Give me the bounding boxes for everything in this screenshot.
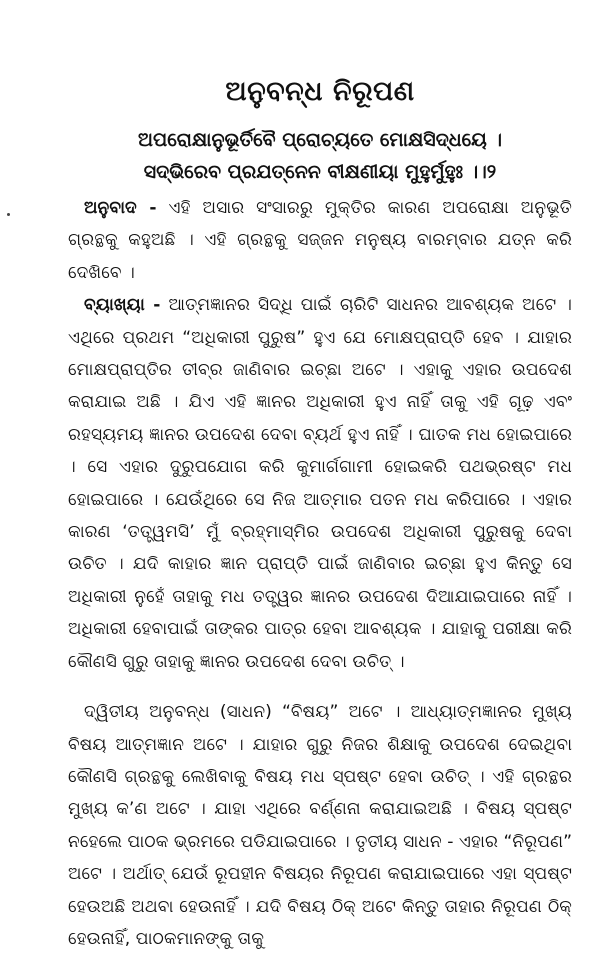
translation-text: ଏହି ଅସାର ସଂସାରରୁ ମୁକ୍ତିର କାରଣ ଅପରୋକ୍ଷା ଅନୁଭୂତି ଗ୍ରନ୍ଥକୁ କହୁଅଛି । ଏହି ଗ୍ରନ୍ଥକୁ ସଜ୍ଜନ ମନୁଷ୍ୟ ବାରମ୍ବାର ଯତ୍ନ କରି ଦେଖିବେ ।: [68, 198, 572, 283]
verse-line-2: ସଦ୍ଭିରେବ ପ୍ରଯତ୍ନେନ ବୀକ୍ଷଣୀୟା ମୁହୁର୍ମୁହୁଃ ।।୨: [143, 161, 497, 183]
explanation-paragraph: [68, 289, 572, 678]
second-anubandha-paragraph: ଦ୍ୱିତୀୟ ଅନୁବନ୍ଧ (ସାଧନ) “ବିଷୟ” ଅଟେ । ଆଧ୍ୟାତ୍ମଜ୍ଞାନର ମୁଖ୍ୟ ବିଷୟ ଆତ୍ମଜ୍ଞାନ ଅଟେ । ଯାହାର ଗୁରୁ ନିଜର ଶିକ୍ଷାକୁ ଉପଦେଶ ଦେଇଥିବା କୌଣସି ଗ୍ରନ୍ଥକୁ ଲେଖିବାକୁ ବିଷୟ ମଧ ସ୍ପଷ୍ଟ ହେବା ଉଚିତ୍ । ଏହି ଗ୍ରନ୍ଥର ମୁଖ୍ୟ କ’ଣ ଅଟେ । ଯାହା ଏଥିରେ ବର୍ଣ୍ଣନା କରାଯାଇଅଛି । ବିଷୟ ସ୍ପଷ୍ଟ ନହେଲେ ପାଠକ ଭ୍ରମରେ ପଡିଯାଇପାରେ । ତୃତୀୟ ସାଧନ - ଏହାର “ନିରୂପଣ” ଅଟେ । ଅର୍ଥାତ୍ ଯେଉଁ ରୂପହୀନ ବିଷୟର ନିରୂପଣ କରାଯାଇପାରେ ଏହା ସ୍ପଷ୍ଟ ହେଉଅଛି ଅଥବା ହେଉନାହିଁ । ଯଦି ବିଷୟ ଠିକ୍ ଅଟେ କିନ୍ତୁ ତାହାର ନିରୂପଣ ଠିକ୍ ହେଉନାହିଁ, ପାଠକମାନଙ୍କୁ ତାକୁ: [68, 702, 572, 949]
chapter-title: ଅନୁବନ୍ଧ ନିରୂପଣ: [225, 76, 415, 107]
translation-label: ଅନୁବାଦ -: [84, 198, 157, 218]
paragraph-gap: [68, 678, 572, 696]
translation-paragraph: [68, 192, 572, 289]
explanation-label: ବ୍ୟାଖ୍ୟା -: [84, 295, 161, 316]
margin-speck: [7, 213, 10, 216]
explanation-text: ଆତ୍ମଜ୍ଞାନର ସିଦ୍ଧି ପାଇଁ ଚାରିଟି ସାଧନର ଆବଶ୍ୟକ ଅଟେ । ଏଥିରେ ପ୍ରଥମ “ଅଧିକାରୀ ପୁରୁଷ” ହୁଏ ଯେ ମୋକ୍ଷପ୍ରାପ୍ତି ହେବ । ଯାହାର ମୋକ୍ଷପ୍ରାପ୍ତିର ତୀବ୍ର ଜାଣିବାର ଇଚ୍ଛା ଅଟେ । ଏହାକୁ ଏହାର ଉପଦେଶ କରାଯାଇ ଅଛି । ଯିଏ ଏହି ଜ୍ଞାନର ଅଧିକାରୀ ହୁଏ ନାହିଁ ତାକୁ ଏହି ଗୂଢ଼ ଏବଂ ରହସ୍ୟମୟ ଜ୍ଞାନର ଉପଦେଶ ଦେବା ବ୍ୟର୍ଥ ହୁଏ ନାହିଁ । ଘାତକ ମଧ ହୋଇପାରେ । ସେ ଏହାର ଦୁରୁପଯୋଗ କରି କୁମାର୍ଗଗାମୀ ହୋଇକରି ପଥଭ୍ରଷ୍ଟ ମଧ ହୋଇପାରେ । ଯେଉଁଥିରେ ସେ ନିଜ ଆତ୍ମାର ପତନ ମଧ କରିପାରେ । ଏହାର କାରଣ ‘ତତ୍ତ୍ୱମସି’ ମୁଁ ବ୍ରହ୍ମାସ୍ମିର ଉପଦେଶ ଅଧିକାରୀ ପୁରୁଷକୁ ଦେବା ଉଚିତ । ଯଦି କାହାର ଜ୍ଞାନ ପ୍ରାପ୍ତି ପାଇଁ ଜାଣିବାର ଇଚ୍ଛା ହୁଏ କିନ୍ତୁ ସେ ଅଧିକାରୀ ନୁହେଁ ତାହାକୁ ମଧ ତତ୍ତ୍ୱର ଜ୍ଞାନର ଉପଦେଶ ଦିଆଯାଇପାରେ ନାହିଁ । ଅଧିକାରୀ ହେବାପାଇଁ ତାଙ୍କର ପାତ୍ର ହେବା ଆବଶ୍ୟକ । ଯାହାକୁ ପରୀକ୍ଷା କରି କୌଣସି ଗୁରୁ ତାହାକୁ ଜ୍ଞାନର ଉପଦେଶ ଦେବା ଉଚିତ୍ ।: [68, 295, 572, 672]
sanskrit-verse: [68, 124, 572, 188]
verse-line-1: ଅପରୋକ୍ଷାନୁଭୂର୍ତିବୈ ପ୍ରୋଚ୍ୟତେ ମୋକ୍ଷସିଦ୍ଧୟେ ।: [138, 129, 502, 151]
